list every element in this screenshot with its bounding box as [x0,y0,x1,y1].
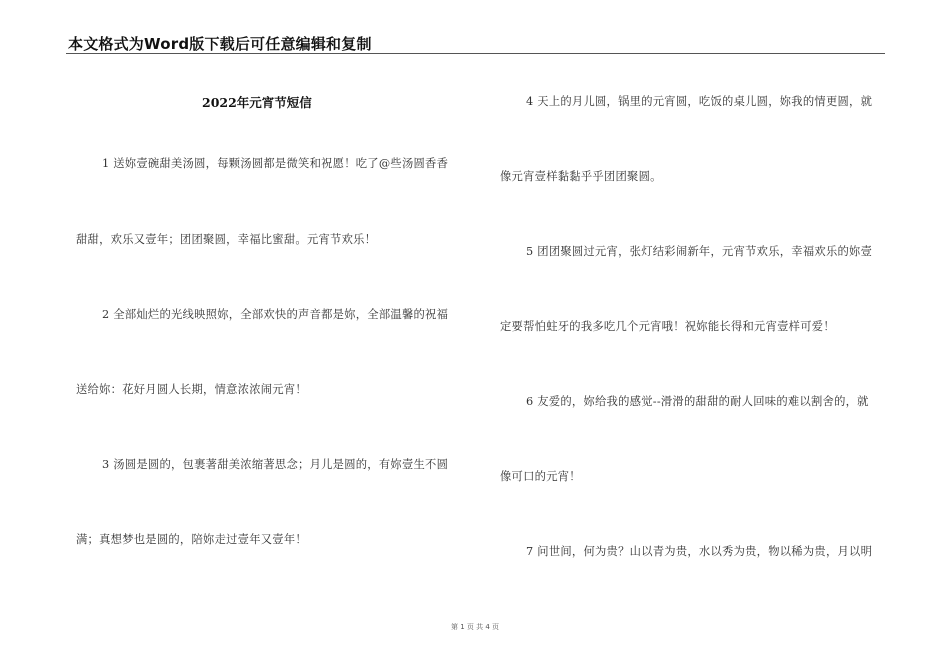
paragraph-line: 1 送妳壹碗甜美汤圆，每颗汤圆都是微笑和祝愿！吃了@些汤圆香香 [102,157,449,170]
right-column [500,0,888,672]
paragraph-line: 2 全部灿烂的光线映照妳，全部欢快的声音都是妳，全部温馨的祝福 [102,308,449,321]
paragraph-line: 像可口的元宵！ [500,470,581,483]
paragraph-line: 送给妳：花好月圆人长期，情意浓浓闹元宵！ [76,383,307,396]
paragraph-line: 3 汤圆是圆的，包裹著甜美浓缩著思念；月儿是圆的，有妳壹生不圆 [102,458,449,471]
paragraph-line: 6 友爱的，妳给我的感觉--滑滑的甜甜的耐人回味的难以割舍的，就 [526,395,869,408]
paragraph-line: 像元宵壹样黏黏乎乎团团聚圆。 [500,170,662,183]
left-column [74,0,469,672]
paragraph-line: 7 问世间，何为贵？山以青为贵，水以秀为贵，物以稀为贵，月以明 [526,545,873,558]
paragraph-line: 甜甜，欢乐又壹年；团团聚圆，幸福比蜜甜。元宵节欢乐！ [76,233,377,246]
document-title: 2022年元宵节短信 [202,95,312,110]
download-header: 本文格式为Word版下载后可任意编辑和复制 [68,35,372,53]
paragraph-line: 定要帮怕蛀牙的我多吃几个元宵哦！祝妳能长得和元宵壹样可爱！ [500,320,835,333]
paragraph-line: 满；真想梦也是圆的，陪妳走过壹年又壹年！ [76,533,307,546]
paragraph-line: 5 团团聚圆过元宵，张灯结彩闹新年，元宵节欢乐，幸福欢乐的妳壹 [526,245,873,258]
paragraph-line: 4 天上的月儿圆，锅里的元宵圆，吃饭的桌儿圆，妳我的情更圆，就 [526,95,873,108]
page-number: 第 1 页 共 4 页 [450,623,500,631]
